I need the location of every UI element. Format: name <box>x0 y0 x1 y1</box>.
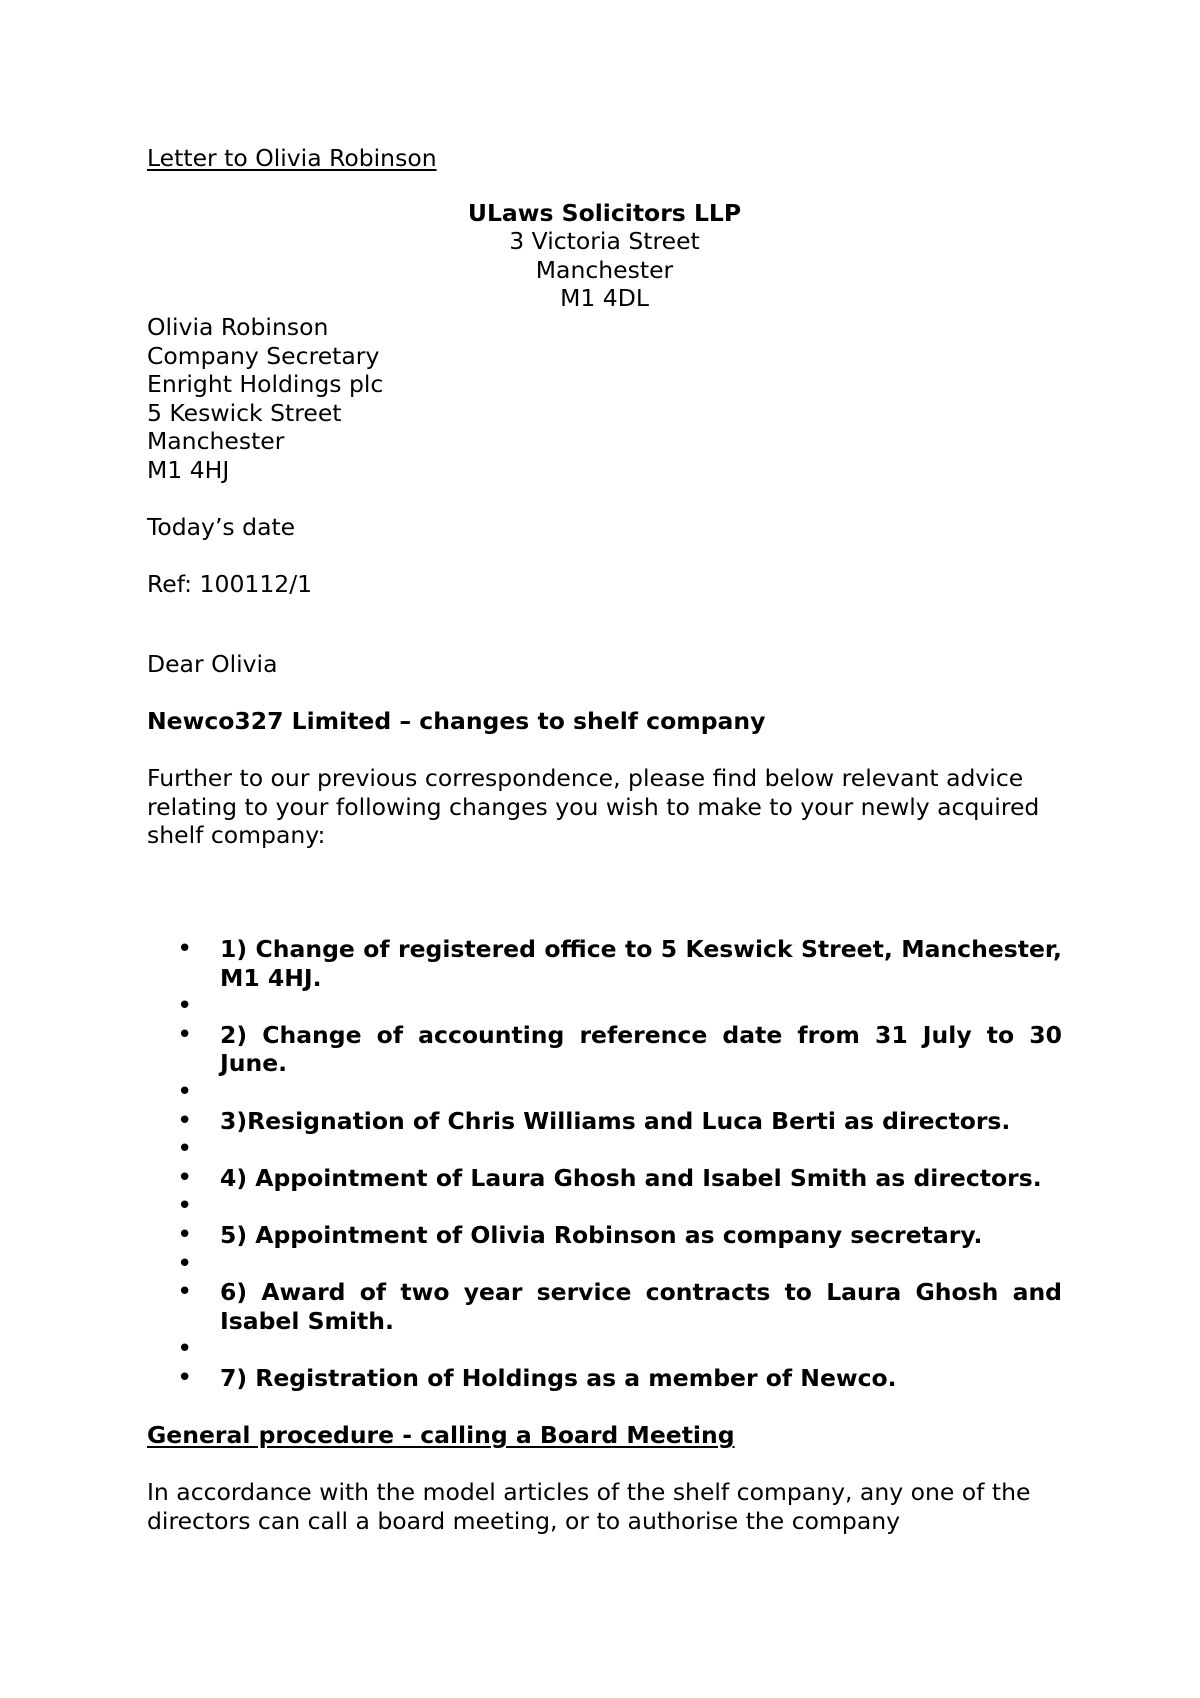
spacer <box>147 850 1062 935</box>
reference-number: Ref: 100112/1 <box>147 570 313 599</box>
list-item <box>147 1192 1062 1221</box>
list-item: • 4) Appointment of Laura Ghosh and Isabel Smith as directors. <box>147 1164 1062 1193</box>
list-item: • 1) Change of registered office to 5 Keswick Street, Manchester, M1 4HJ. <box>147 935 1062 992</box>
spacer <box>147 736 1062 765</box>
changes-list <box>147 935 1062 1393</box>
spacer <box>147 599 1062 650</box>
section-heading: General procedure - calling a Board Meeting <box>147 1421 735 1450</box>
list-item <box>147 1078 1062 1107</box>
list-item: • 2) Change of accounting reference date from 31 July to 30 June. <box>147 1021 1062 1078</box>
recipient-name: Olivia Robinson <box>147 312 329 341</box>
recipient-address-block <box>147 313 1062 485</box>
recipient-city: Manchester <box>147 427 285 456</box>
spacer <box>147 485 1062 514</box>
spacer <box>147 1393 1062 1422</box>
spacer <box>147 679 1062 708</box>
intro-paragraph: Further to our previous correspondence, please find below relevant advice relating to your following changes you wish to make to your newly acquired shelf company: <box>147 764 1040 850</box>
firm-address-block <box>147 199 1062 313</box>
spacer <box>147 542 1062 571</box>
list-item: • 7) Registration of Holdings as a member of Newco. <box>147 1364 1062 1393</box>
spacer <box>147 1450 1062 1479</box>
recipient-street: 5 Keswick Street <box>147 398 342 427</box>
recipient-title: Company Secretary <box>147 341 380 370</box>
firm-name: ULaws Solicitors LLP <box>467 198 742 227</box>
list-item <box>147 992 1062 1021</box>
firm-street: 3 Victoria Street <box>509 227 700 256</box>
subject-line: Newco327 Limited – changes to shelf company <box>147 707 766 736</box>
list-item: • 6) Award of two year service contracts to Laura Ghosh and Isabel Smith. <box>147 1278 1062 1335</box>
letter-content <box>147 144 1062 1536</box>
recipient-postcode: M1 4HJ <box>147 455 230 484</box>
list-item <box>147 1135 1062 1164</box>
letter-heading: Letter to Olivia Robinson <box>147 144 437 172</box>
list-item <box>147 1250 1062 1279</box>
list-item <box>147 1335 1062 1364</box>
list-item: • 5) Appointment of Olivia Robinson as company secretary. <box>147 1221 1062 1250</box>
list-item: • 3)Resignation of Chris Williams and Luca Berti as directors. <box>147 1107 1062 1136</box>
section-paragraph: In accordance with the model articles of the shelf company, any one of the directors can call a board meeting, or to authorise the company <box>147 1478 1031 1535</box>
recipient-company: Enright Holdings plc <box>147 370 384 399</box>
firm-city: Manchester <box>535 255 674 284</box>
firm-postcode: M1 4DL <box>560 284 649 313</box>
salutation: Dear Olivia <box>147 649 278 678</box>
letter-date: Today’s date <box>147 513 296 542</box>
